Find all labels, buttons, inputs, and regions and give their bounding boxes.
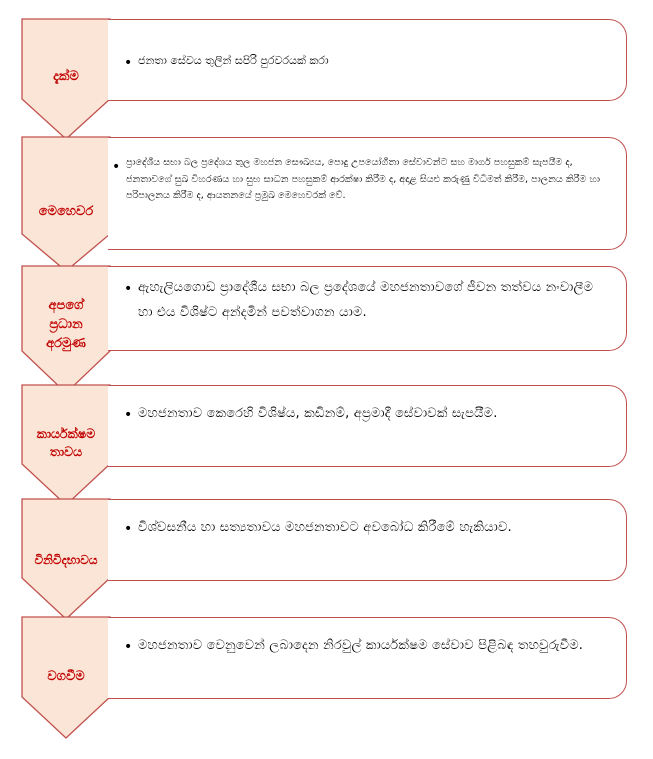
label-line: කාර්යක්ෂම: [36, 426, 96, 441]
label-line: මෙහෙවර: [38, 204, 94, 219]
bullet-item: • මහජනතාව කෙරෙහි විශිෂ්ය, කඩිනම්, අප්‍රමාදී සේවාවක් සැපයීම.: [138, 402, 612, 427]
efficiency-box: [108, 385, 627, 467]
vision-box: [108, 19, 627, 101]
label-efficiency: [22, 425, 110, 461]
label-line: වගවීම: [47, 669, 85, 684]
bullet-item: • ප්‍රාදේශීය සභා බල ප්‍රදේශය තුල මහජන සෞඛ්‍යය, පොදු උපයෝගීතා සේවාවන්ට සහ මාර්ග පහසුකම් සැපයීම ද, ජනතාවගේ සුඛ විහරණය හා සුභ සාධන පහසුකම් ආරක්ෂා කිරීම ද, අදාළ සියළු කරුණු විධිමත් කිරීම, පාලනය කිරීම හා පරිපාලනය කිරීම ද, ආයතනයේ ප්‍රමුඛ මෙහෙවරක් වේ.: [126, 155, 612, 205]
label-line: ප්‍රධාන: [49, 316, 83, 332]
label-line: දැක්ම: [53, 69, 79, 84]
label-mission: [22, 203, 110, 222]
objective-box: [108, 266, 627, 351]
label-line: විනිවිදභාවය: [34, 553, 98, 567]
bullet-item: • මහජනතාව වෙනුවෙන් ලබාදෙන නිරවුල් කාර්යක්ෂම සේවාව පිළිබඳ තහවුරුවීම.: [138, 634, 612, 659]
bullet-item: • විශ්වසනීය හා සත්‍යතාවය මහජනතාවට අවබෝධ කිරීමේ හැකියාව.: [138, 516, 612, 541]
transparency-box: [108, 499, 627, 581]
label-main-objective: [22, 297, 110, 354]
label-vision: [22, 68, 110, 87]
label-line: අපගේ: [48, 298, 84, 313]
accountability-box: [108, 617, 627, 699]
label-accountability: [22, 668, 110, 687]
label-transparency: [22, 552, 110, 569]
label-line: තාවය: [49, 444, 83, 460]
label-line: අරමුණ: [46, 335, 86, 351]
bullet-item: • ජනතා සේවය තුලින් සපිරි පුරවරයක් කරා: [138, 52, 610, 70]
bullet-item: • ඇහැලියගොඩ ප්‍රාදේශීය සභා බල ප්‍රදේශයේ මහජනතාවගේ ජීවන තත්වය නංවාලීම හා එය විශිෂ්ට අන්දමින් පවත්වාගන යාම.: [138, 276, 612, 325]
mission-box: [108, 137, 627, 250]
